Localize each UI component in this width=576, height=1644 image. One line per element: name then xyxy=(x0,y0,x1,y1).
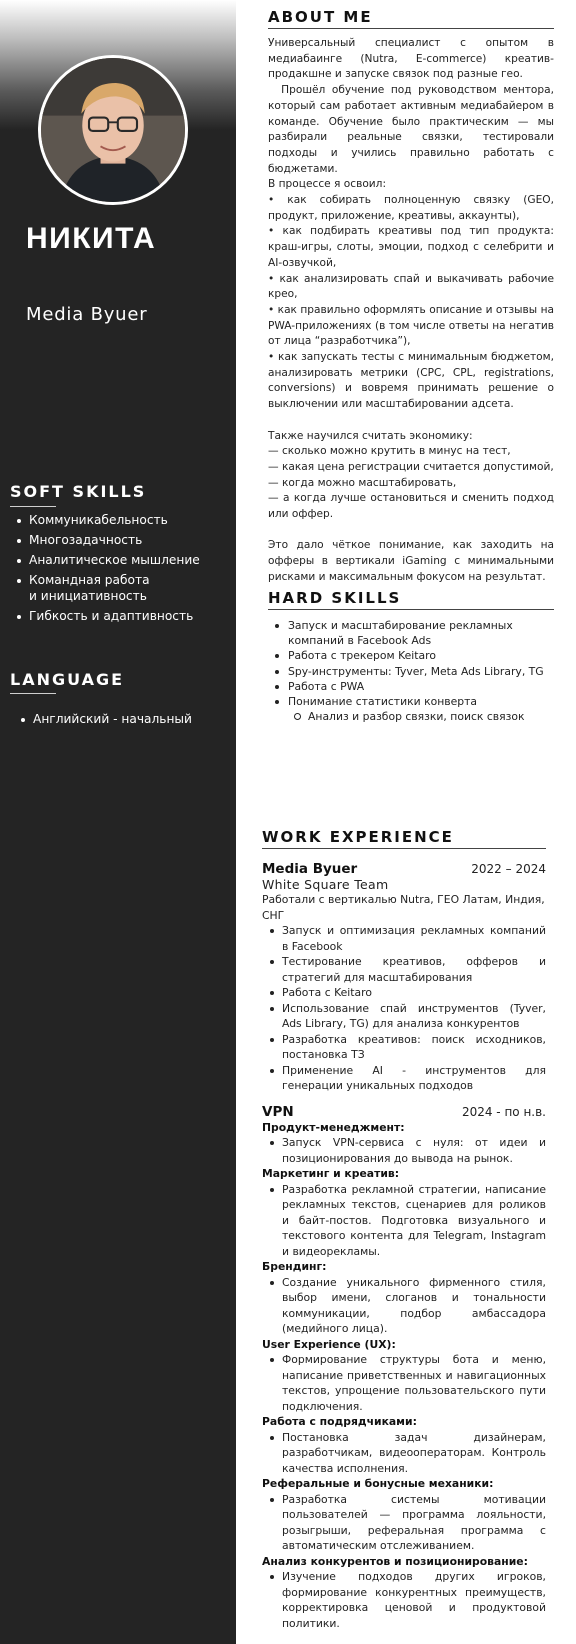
about-paragraph: Универсальный специалист с опытом в медиабаинге (Nutra, E-commerce) креатив-продакшне и запуске связок под разные гео. xyxy=(268,37,554,81)
about-paragraph: В процессе я освоил: xyxy=(268,178,387,191)
about-text xyxy=(268,36,558,586)
job-title: Media Byuer xyxy=(262,861,358,877)
about-paragraph: • как анализировать спай и выкачивать рабочие крео, xyxy=(268,272,554,301)
soft-skill-item: Командная работа и инициативность xyxy=(14,573,200,604)
about-paragraph: — когда можно масштабировать, xyxy=(268,476,457,489)
hard-skill-item xyxy=(268,694,554,724)
job-bullets xyxy=(262,1430,546,1477)
job-bullet: Тестирование креативов, офферов и стратегий для масштабирования xyxy=(262,954,546,985)
job-category: Работа с подрядчиками: xyxy=(262,1415,417,1428)
job-bullet: Формирование структуры бота и меню, написание приветственных и навигационных текстов, упрощение пользовательского пути подключения. xyxy=(262,1352,546,1414)
hard-skills-section xyxy=(268,589,554,724)
job-bullet: Применение AI - инструментов для генерации уникальных подходов xyxy=(262,1063,546,1094)
job-bullet: Создание уникального фирменного стиля, выбор имени, слоганов и тональности коммуникации, подбор амбассадора (медийного лица). xyxy=(262,1275,546,1337)
soft-skill-item: Гибкость и адаптивность xyxy=(14,609,200,625)
avatar xyxy=(38,55,188,205)
job-category: User Experience (UX): xyxy=(262,1337,396,1351)
about-paragraph: • как собирать полноценную связку (GEO, продукт, приложение, креативы, аккаунты), xyxy=(268,194,554,222)
soft-skills-rule xyxy=(10,506,56,507)
job-header xyxy=(262,861,546,877)
soft-skill-item: Коммуникабельность xyxy=(14,513,200,529)
about-paragraph: — сколько можно крутить в минус на тест, xyxy=(268,445,511,458)
soft-skills-heading: SOFT SKILLS xyxy=(10,482,147,501)
job-dates: 2024 - по н.в. xyxy=(461,1104,546,1119)
hard-skill-item: Работа с трекером Keitaro xyxy=(268,648,554,663)
about-paragraph: Также научился считать экономику: xyxy=(268,429,473,442)
about-paragraph: • как правильно оформлять описание и отзывы на PWA-приложениях (в том числе ответы на негатив от лица “разработчика”), xyxy=(268,303,554,348)
hard-skills-list xyxy=(268,618,554,724)
job-dates: 2022 – 2024 xyxy=(471,862,546,876)
job-category: Продукт-менеджмент: xyxy=(262,1120,405,1134)
job-description: Работали с вертикалью Nutra, ГЕО Латам, Индия, СНГ xyxy=(262,893,545,922)
job-bullet: Разработка рекламной стратегии, написание рекламных текстов, сценариев для роликов и байт-постов. Подготовка визуального и текстового контента для Telegram, Instagram и видеорекламы. xyxy=(262,1182,546,1260)
company-name: White Square Team xyxy=(262,877,389,892)
hard-skill-item: Spy-инструменты: Tyver, Meta Ads Library, TG xyxy=(268,664,554,679)
job-category: Маркетинг и креатив: xyxy=(262,1167,400,1180)
job-bullets xyxy=(262,1135,546,1166)
language-item: Английский - начальный xyxy=(18,712,192,728)
hard-skill-item: Работа с PWA xyxy=(268,679,554,694)
person-role: Media Byuer xyxy=(26,304,148,325)
job-bullet: Разработка креативов: поиск исходников, постановка ТЗ xyxy=(262,1032,546,1063)
spacer xyxy=(268,523,554,539)
language-heading: LANGUAGE xyxy=(10,670,125,689)
soft-skills-list xyxy=(14,513,200,629)
job-category: Реферальные и бонусные механики: xyxy=(262,1477,494,1490)
soft-skill-item: Многозадачность xyxy=(14,533,200,549)
person-name: НИКИТА xyxy=(26,222,157,255)
job-bullets xyxy=(262,1492,546,1554)
about-section xyxy=(268,8,558,586)
job-category: Брендинг: xyxy=(262,1260,327,1273)
sidebar xyxy=(0,0,236,1644)
hard-skills-heading: HARD SKILLS xyxy=(268,589,554,610)
hard-skill-label: Понимание статистики конверта xyxy=(288,695,478,709)
job-2 xyxy=(262,1104,546,1632)
job-bullet: Изучение подходов других игроков, формирование конкурентных преимуществ, корректировка ценовой и продуктовой политики. xyxy=(262,1569,546,1631)
job-bullets xyxy=(262,1352,546,1414)
about-paragraph: Прошёл обучение под руководством ментора, который сам работает активным медиабайером в команде. Обучение было практическим — мы разбирали реальные связки, тестировали подходы и учились правильно работать с бюджетами. xyxy=(268,84,558,175)
job-bullet: Работа с Keitaro xyxy=(262,985,546,1001)
profile-photo xyxy=(41,58,185,202)
about-paragraph: — а когда лучше остановиться и сменить подход или оффер. xyxy=(268,492,554,521)
job-1 xyxy=(262,861,546,1094)
job-bullet: Запуск и оптимизация рекламных компаний в Facebook xyxy=(262,923,546,954)
work-heading: WORK EXPERIENCE xyxy=(262,828,546,849)
job-title: VPN xyxy=(262,1103,294,1120)
about-paragraph: — какая цена регистрации считается допустимой, xyxy=(268,460,554,473)
spacer xyxy=(268,413,554,429)
about-paragraph: Это дало чёткое понимание, как заходить на офферы в вертикали iGaming с минимальными рисками и максимальным фокусом на результат. xyxy=(268,539,554,583)
job-bullet: Использование спай инструментов (Tyver, Ads Library, TG) для анализа конкурентов xyxy=(262,1001,546,1032)
job-bullets xyxy=(262,1275,546,1337)
about-paragraph: • как подбирать креативы под тип продукта: краш-игры, слоты, эмоции, подход с селебрити и AI-озвучкой, xyxy=(268,225,554,269)
language-rule xyxy=(10,693,56,694)
work-section xyxy=(262,828,546,1631)
hard-skill-sublist xyxy=(288,709,554,724)
soft-skill-item: Аналитическое мышление xyxy=(14,553,200,569)
about-heading: ABOUT ME xyxy=(268,8,554,29)
job-bullet: Постановка задач дизайнерам, разработчикам, видеооператорам. Контроль качества исполнения. xyxy=(262,1430,546,1477)
job-bullet: Запуск VPN-сервиса с нуля: от идеи и позиционирования до вывода на рынок. xyxy=(262,1135,546,1166)
job-bullets xyxy=(262,1182,546,1260)
hard-skill-subitem: Анализ и разбор связки, поиск связок xyxy=(288,709,554,724)
language-list xyxy=(18,712,192,732)
about-paragraph: • как запускать тесты с минимальным бюджетом, анализировать метрики (CPC, CPL, registrations, conversions) и вовремя принимать решение о выключении или масштабировании адсета. xyxy=(268,351,554,411)
job-bullets xyxy=(262,1569,546,1631)
job-category: Анализ конкурентов и позиционирование: xyxy=(262,1554,528,1568)
job-bullet: Разработка системы мотивации пользователей — программа лояльности, розыгрыши, реферальная программа с автоматическим отслеживанием. xyxy=(262,1492,546,1554)
hard-skill-item: Запуск и масштабирование рекламных компаний в Facebook Ads xyxy=(268,618,554,648)
job-bullets xyxy=(262,923,546,1094)
job-header xyxy=(262,1104,546,1120)
